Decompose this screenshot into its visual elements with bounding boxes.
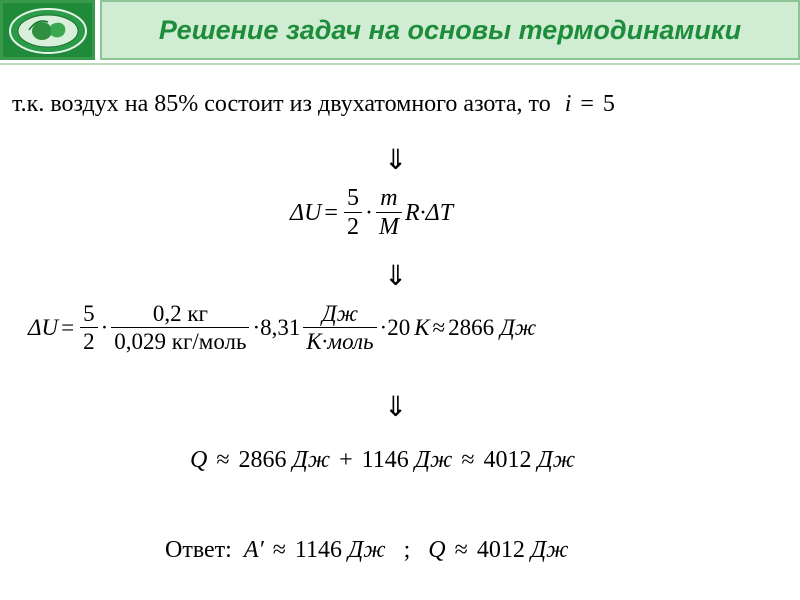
formula3-value-2: 1146 <box>361 447 409 473</box>
formula2-frac-coef-den: 2 <box>80 327 98 353</box>
formula2-result-value: 2866 <box>448 315 495 340</box>
formula1-frac-mass <box>376 186 402 239</box>
logo <box>0 0 95 60</box>
logo-emblem-icon <box>7 6 89 56</box>
formula2-frac-unit-den: К·моль <box>303 327 376 353</box>
formula1-frac-coef-den: 2 <box>344 212 362 239</box>
formula3-unit-3: Дж <box>537 447 576 473</box>
formula2-frac-unit-num: Дж <box>321 301 358 326</box>
formula2-frac-unit <box>303 302 376 353</box>
answer-work-unit: Дж <box>348 537 386 563</box>
page-title: Решение задач на основы термодинамики <box>158 14 742 45</box>
formula2-frac-coef-num: 5 <box>83 301 95 326</box>
formula1-frac-coef-num: 5 <box>346 185 359 211</box>
intro-variable: i <box>564 91 572 117</box>
formula2-gas-constant: ·8,31 <box>252 315 301 340</box>
formula1-rest: R·ΔT <box>404 199 454 226</box>
formula2-dot: · <box>100 315 109 340</box>
formula2-temp-unit: К <box>414 315 430 340</box>
formula3-value-1: 2866 <box>238 447 287 473</box>
formula2-frac-mass-den: 0,029 кг/моль <box>111 327 249 353</box>
formula2-lhs: ΔU <box>28 315 59 340</box>
formula1-eq: = <box>324 199 338 226</box>
intro-line <box>12 92 615 116</box>
answer-work-value: 1146 <box>294 537 343 563</box>
formula3-unit-2: Дж <box>414 447 453 473</box>
answer-label: Ответ: <box>165 537 232 563</box>
formula3-unit-1: Дж <box>292 447 331 473</box>
answer-heat-unit: Дж <box>530 537 569 563</box>
intro-text: т.к. воздух на 85% состоит из двухатомного азота, то <box>12 91 551 117</box>
answer-heat-var: Q <box>428 537 446 563</box>
slide-header <box>0 0 800 62</box>
formula3-approx-1: ≈ <box>216 447 230 473</box>
formula-internal-energy <box>290 186 453 239</box>
formula2-temp-value: ·20 <box>379 315 411 340</box>
formula2-frac-mass-num: 0,2 кг <box>152 301 208 326</box>
implies-arrow-1: ⇓ <box>384 143 408 176</box>
implies-arrow-3: ⇓ <box>384 390 408 423</box>
formula2-frac-coef <box>80 302 98 353</box>
formula1-dot: · <box>364 199 373 226</box>
header-divider <box>0 63 800 65</box>
formula2-approx: ≈ <box>432 315 446 340</box>
formula1-frac-coef <box>344 186 362 239</box>
answer-line <box>165 538 568 562</box>
formula3-lhs: Q <box>190 447 208 473</box>
formula2-frac-mass <box>111 302 249 353</box>
formula-heat <box>190 448 575 472</box>
formula-numeric <box>28 302 536 353</box>
answer-separator: ; <box>403 537 411 563</box>
formula3-approx-2: ≈ <box>461 447 475 473</box>
answer-heat-value: 4012 <box>476 537 525 563</box>
implies-arrow-2: ⇓ <box>384 259 408 292</box>
formula1-lhs: ΔU <box>290 199 322 226</box>
answer-approx-2: ≈ <box>454 537 468 563</box>
formula3-plus: + <box>339 447 353 473</box>
answer-approx-1: ≈ <box>272 537 286 563</box>
title-bar <box>100 0 800 60</box>
formula1-frac-mass-num: m <box>380 185 398 211</box>
formula2-eq: = <box>61 315 75 340</box>
intro-value: 5 <box>602 91 615 117</box>
intro-equals: = <box>580 91 594 117</box>
formula1-frac-mass-den: M <box>376 212 402 239</box>
formula2-result-unit: Дж <box>500 315 537 340</box>
answer-work-var: A′ <box>243 537 264 563</box>
formula3-value-3: 4012 <box>483 447 532 473</box>
